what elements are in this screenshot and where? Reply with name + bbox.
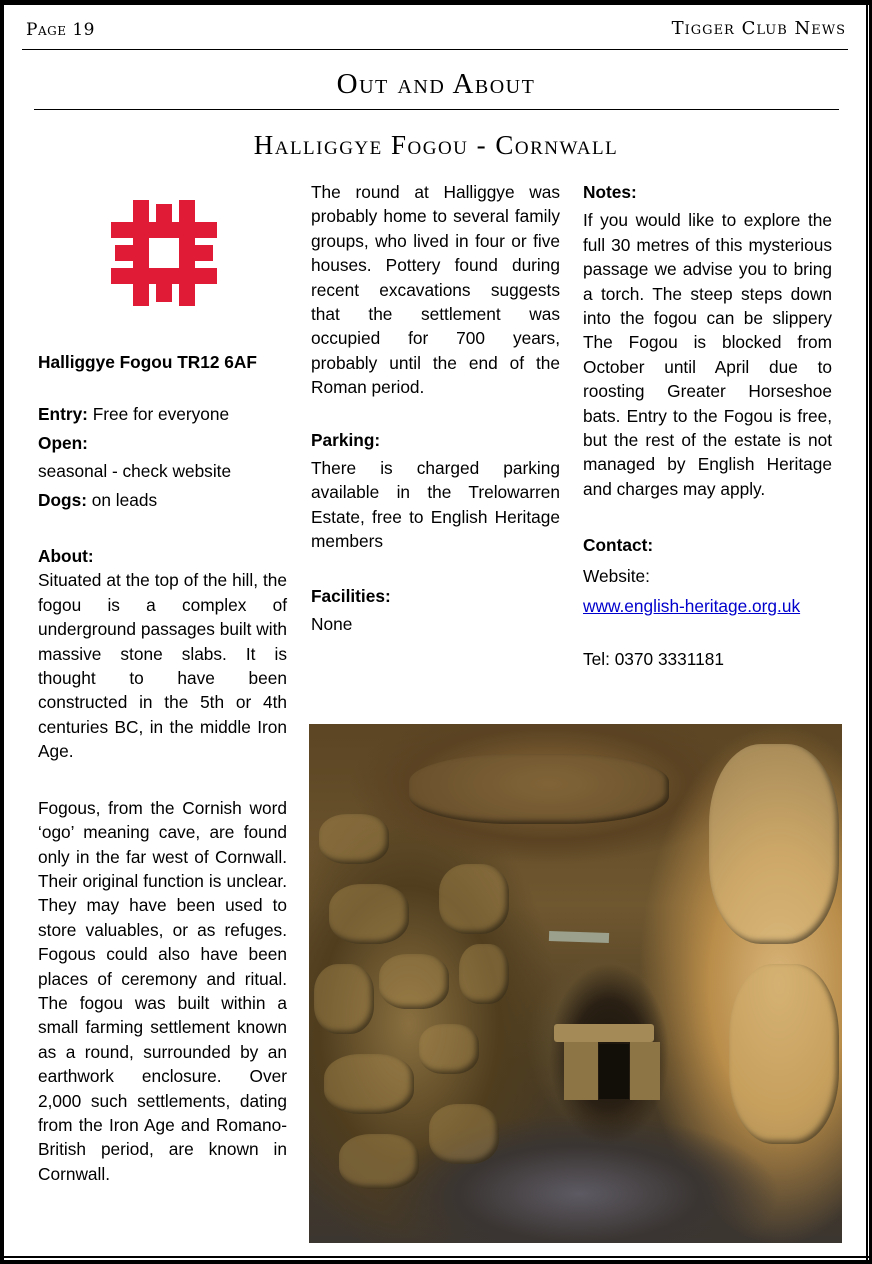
open-label: Open: — [38, 432, 88, 453]
publication-name: Tigger Club News — [671, 18, 846, 39]
section-divider — [34, 109, 839, 110]
english-heritage-logo-icon — [111, 200, 217, 306]
notes-label: Notes: — [583, 182, 637, 202]
entry-value: Free for everyone — [87, 404, 230, 425]
frame-border-bottom — [4, 1256, 869, 1258]
article-title: Halliggye Fogou - Cornwall — [253, 130, 619, 160]
facilities-label: Facilities: — [311, 585, 391, 606]
header-divider — [22, 49, 848, 50]
dogs-label: Dogs: — [38, 489, 87, 510]
page-number: Page 19 — [26, 20, 95, 40]
fogou-passage-photo — [309, 724, 842, 1243]
entry-info — [38, 402, 287, 426]
open-value: seasonal - check website — [38, 461, 232, 482]
website-link[interactable]: www.english-heritage.org.uk — [583, 596, 801, 617]
about-label: About: — [38, 546, 94, 567]
parking-label: Parking: — [311, 429, 381, 450]
entry-label: Entry: — [38, 404, 88, 425]
facilities-text: None — [311, 614, 353, 635]
site-name: Halliggye Fogou TR12 6AF — [38, 352, 257, 372]
middle-column — [311, 180, 560, 637]
dogs-info — [38, 488, 287, 512]
notes-text: If you would like to explore the full 30 metres of this mysterious passage we advise you to bring a torch. The steep steps down into the fogou can be slippery The Fogou is blocked from October until April due to roosting Greater Horseshoe bats. Entry to the Fogou is free, but the rest of the estate is not managed by English Heritage and charges may apply. — [583, 210, 832, 499]
section-title: Out and About — [336, 68, 536, 100]
contact-label: Contact: — [583, 535, 654, 556]
history-paragraph: The round at Halliggye was probably home to several family groups, who lived in four or five houses. Pottery found during recent excavations suggests that the settlement was occupied for 700 years, probably until the end of the Roman period. — [311, 182, 560, 398]
about-paragraph-2: Fogous, from the Cornish word ‘ogo’ meaning cave, are found only in the far west of Cornwall. Their original function is unclear. They may have been used to store valuables, or as refuges. Fogous could also have been places of ceremony and ritual. The fogou was built within a small farming settlement known as a round, surrounded by an earthwork enclosure. Over 2,000 such settlements, dating from the Iron Age and Romano-British period, are known in Cornwall. — [38, 797, 287, 1184]
right-column — [583, 180, 832, 671]
parking-text: There is charged parking available in the Trelowarren Estate, free to English Heritage members — [311, 458, 560, 552]
dogs-value: on leads — [86, 489, 158, 510]
frame-border-right — [866, 5, 868, 1260]
left-column — [38, 350, 287, 1186]
telephone: Tel: 0370 3331181 — [583, 648, 724, 669]
about-paragraph-1: Situated at the top of the hill, the fogou is a complex of underground passages built with massive stone slabs. It is thought to have been constructed in the 5th or 4th centuries BC, in the middle Iron Age. — [38, 570, 287, 762]
website-label: Website: — [583, 565, 650, 586]
